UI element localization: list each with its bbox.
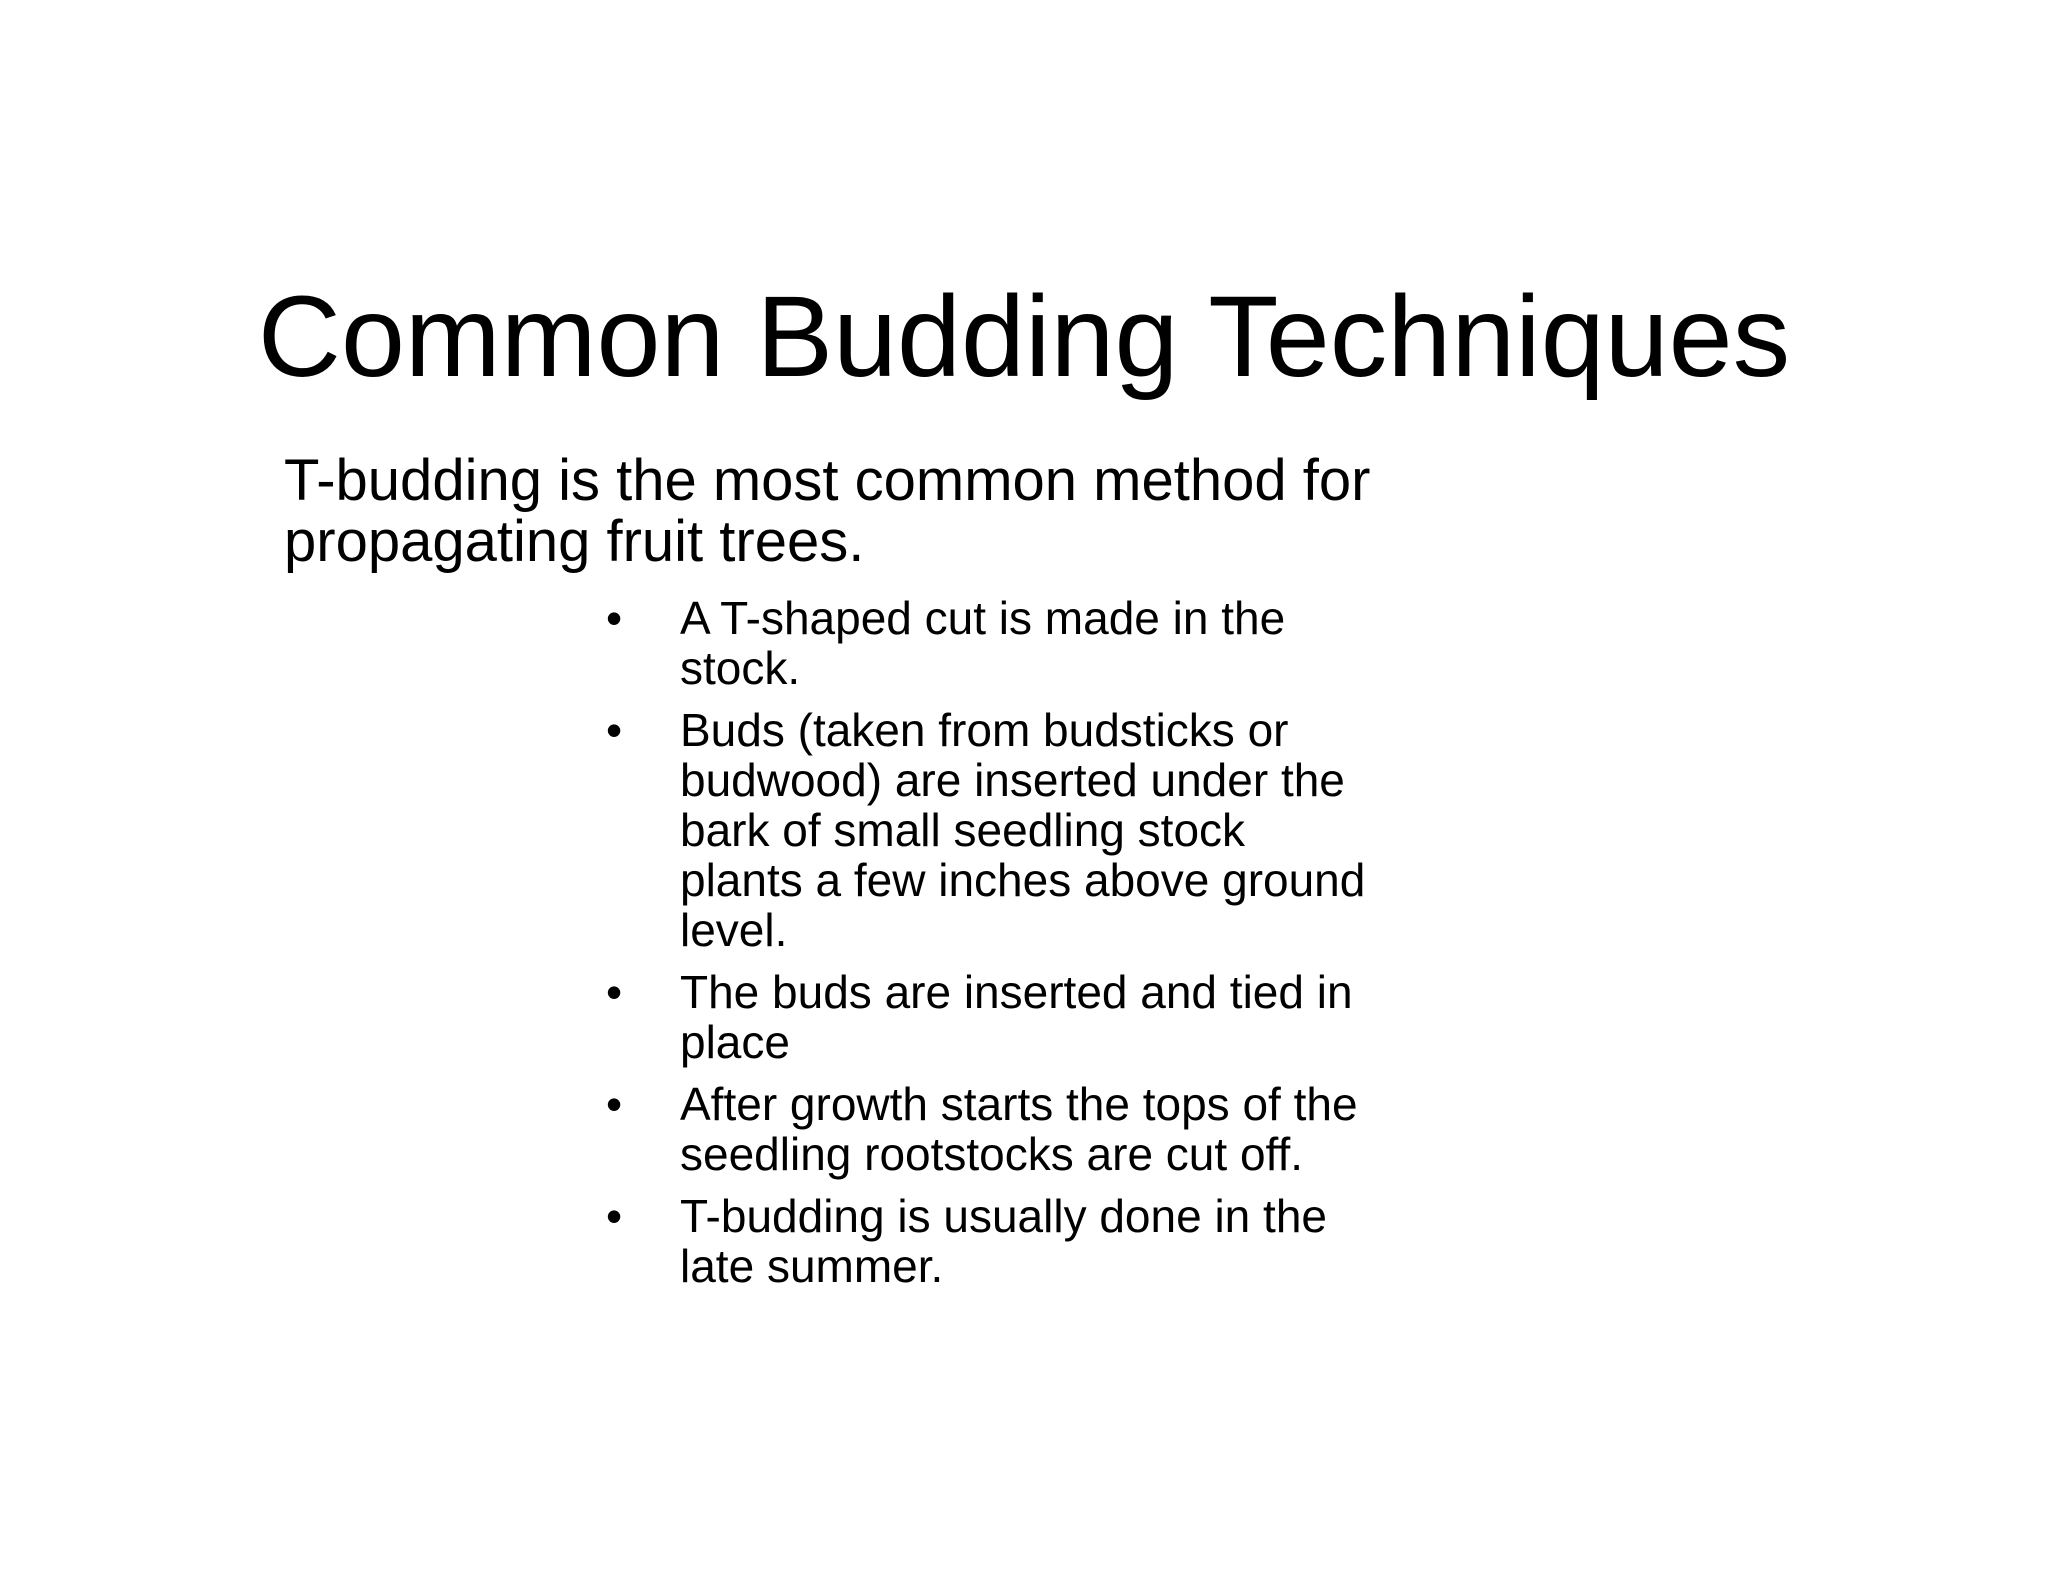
bullet-icon: • [606, 704, 623, 756]
bullet-icon: • [606, 1078, 623, 1130]
bullet-item-2 [606, 705, 1366, 955]
bullet-icon: • [606, 592, 623, 644]
bullet-text: Buds (taken from budsticks or budwood) are inserted under the bark of small seedling stock plants a few inches above ground level. [680, 704, 1366, 956]
bullet-icon: • [606, 966, 623, 1018]
bullet-text: After growth starts the tops of the seedling rootstocks are cut off. [680, 1078, 1358, 1180]
bullet-icon: • [606, 1190, 623, 1242]
bullet-item-1 [606, 593, 1366, 693]
bullet-item-5 [606, 1191, 1366, 1291]
intro-text: T-budding is the most common method for propagating fruit trees. [284, 448, 1371, 574]
bullet-item-3 [606, 967, 1366, 1067]
intro-paragraph [284, 450, 1584, 572]
bullet-text: A T-shaped cut is made in the stock. [680, 592, 1286, 694]
bullet-text: The buds are inserted and tied in place [680, 966, 1353, 1068]
slide-title: Common Budding Techniques [257, 273, 1791, 401]
bullet-item-4 [606, 1079, 1366, 1179]
bullet-list [606, 593, 1366, 1303]
bullet-text: T-budding is usually done in the late summer. [680, 1190, 1327, 1292]
